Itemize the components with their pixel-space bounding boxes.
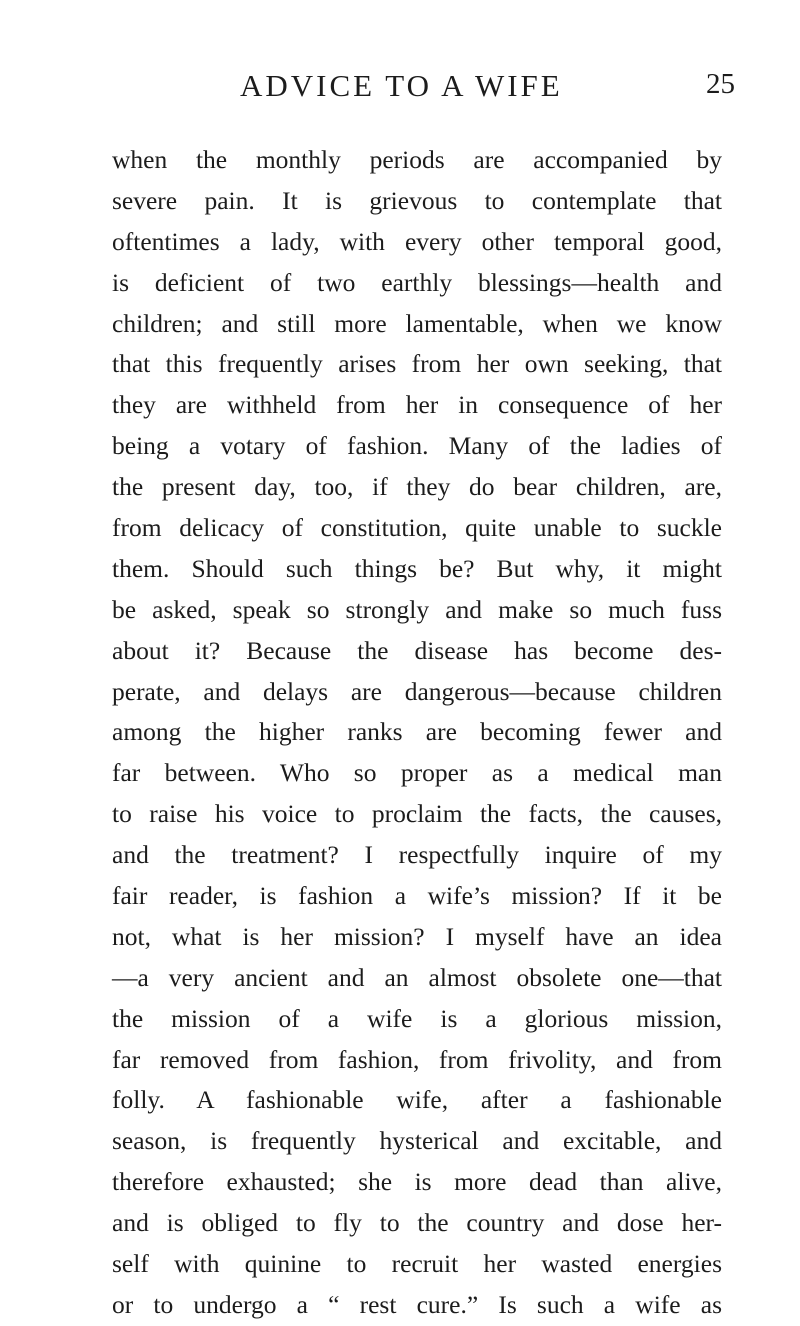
text-line: about it? Because the disease has become des- bbox=[112, 635, 722, 665]
text-line: folly. A fashionable wife, after a fashionable bbox=[112, 1085, 722, 1115]
text-line: the present day, too, if they do bear children, are, bbox=[112, 472, 722, 502]
text-line: being a votary of fashion. Many of the ladies of bbox=[112, 431, 722, 461]
text-line: season, is frequently hysterical and excitable, and bbox=[112, 1126, 722, 1156]
text-line: among the higher ranks are becoming fewer and bbox=[112, 717, 722, 747]
text-line: far removed from fashion, from frivolity, and from bbox=[112, 1044, 722, 1074]
text-line: children; and still more lamentable, when we know bbox=[112, 308, 722, 338]
running-header bbox=[0, 68, 800, 108]
body-text bbox=[112, 140, 722, 1326]
text-line: when the monthly periods are accompanied by bbox=[112, 145, 722, 174]
text-line: them. Should such things be? But why, it might bbox=[112, 553, 722, 583]
text-line: that this frequently arises from her own seeking, that bbox=[112, 349, 722, 379]
text-line: —a very ancient and an almost obsolete one—that bbox=[112, 962, 722, 992]
text-line: and is obliged to fly to the country and dose her- bbox=[112, 1208, 722, 1238]
text-line: self with quinine to recruit her wasted energies bbox=[112, 1249, 722, 1279]
text-line: severe pain. It is grievous to contemplate that bbox=[112, 185, 722, 215]
page-number: 25 bbox=[706, 68, 735, 100]
running-title: ADVICE TO A WIFE bbox=[240, 68, 563, 103]
text-line: to raise his voice to proclaim the facts, the causes, bbox=[112, 799, 722, 829]
text-line: oftentimes a lady, with every other temporal good, bbox=[112, 226, 722, 256]
text-line: not, what is her mission? I myself have an idea bbox=[112, 921, 722, 951]
text-line: far between. Who so proper as a medical man bbox=[112, 758, 722, 788]
text-line: or to undergo a “ rest cure.” Is such a wife as bbox=[112, 1289, 722, 1319]
text-line: they are withheld from her in consequence of her bbox=[112, 390, 722, 420]
text-line: perate, and delays are dangerous—because children bbox=[112, 676, 722, 706]
text-line: fair reader, is fashion a wife’s mission? If it be bbox=[112, 881, 722, 911]
text-line: therefore exhausted; she is more dead than alive, bbox=[112, 1167, 722, 1197]
text-line: and the treatment? I respectfully inquire of my bbox=[112, 840, 722, 870]
text-line: is deficient of two earthly blessings—health and bbox=[112, 267, 722, 297]
text-line: from delicacy of constitution, quite unable to suckle bbox=[112, 513, 722, 543]
text-line: be asked, speak so strongly and make so much fuss bbox=[112, 594, 722, 624]
text-line: the mission of a wife is a glorious mission, bbox=[112, 1003, 722, 1033]
